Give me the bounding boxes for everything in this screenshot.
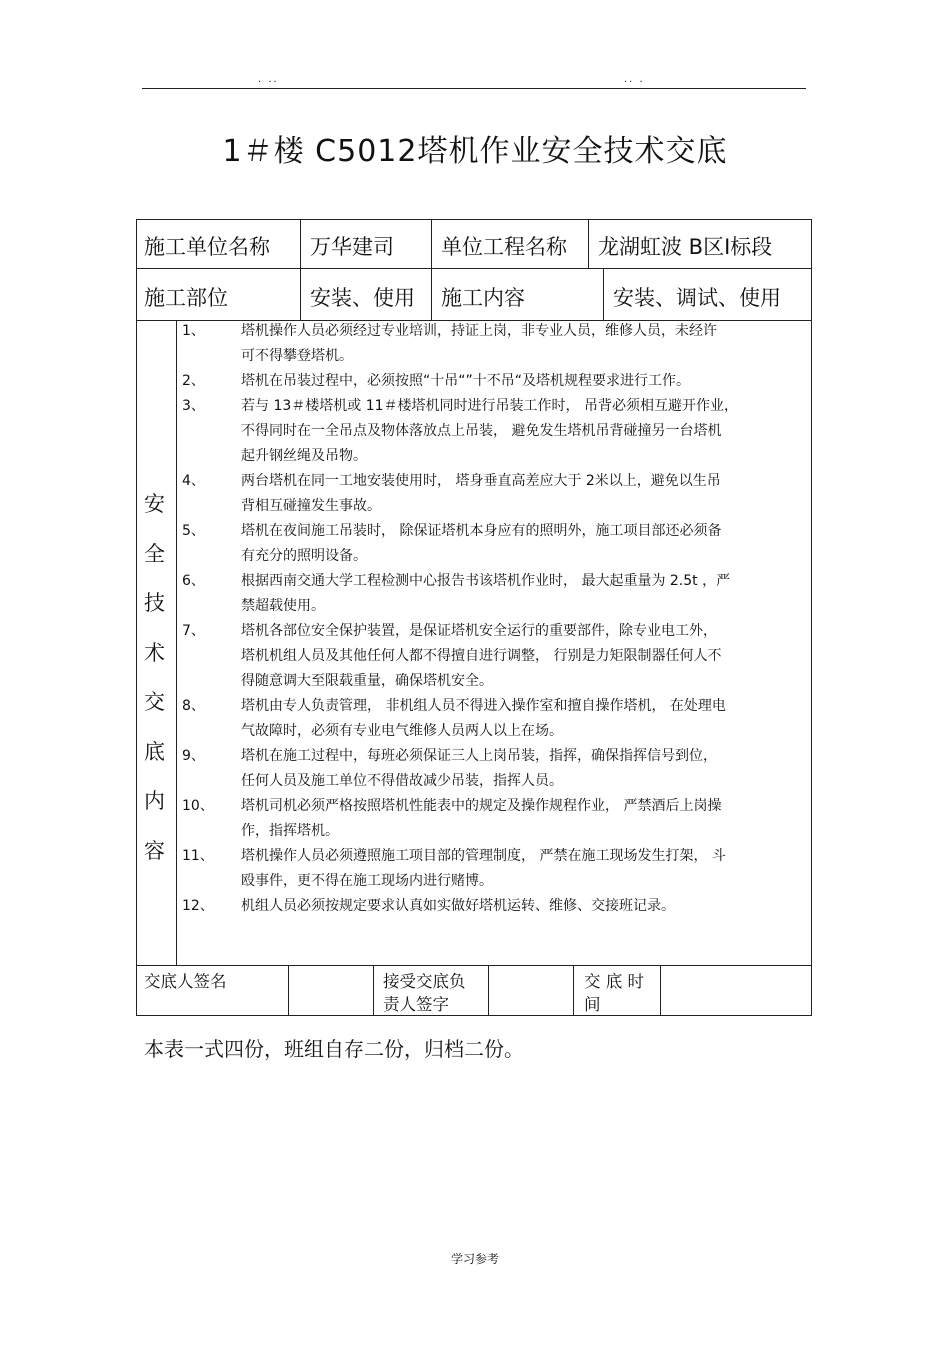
document-title: 1＃楼 C5012塔机作业安全技术交底 — [222, 134, 728, 169]
item-line: 不得同时在一全吊点及物体落放点上吊装， 避免发生塔机吊背碰撞另一台塔机 — [241, 423, 722, 439]
item-number: 9、 — [182, 748, 205, 764]
item-number: 4、 — [182, 473, 205, 489]
item-number: 7、 — [182, 623, 205, 639]
item-line: 塔机操作人员必须遵照施工项目部的管理制度， 严禁在施工现场发生打架， 斗 — [241, 848, 726, 864]
label-receiver-signature — [383, 970, 466, 1016]
item-line: 禁超载使用。 — [241, 598, 325, 614]
item-number: 1、 — [182, 323, 205, 339]
label-disclosure-time — [584, 970, 644, 1016]
item-line: 可不得攀登塔机。 — [241, 348, 353, 364]
item-line: 任何人员及施工单位不得借故减少吊装，指挥人员。 — [241, 773, 563, 789]
header-dots-left: . .. — [258, 74, 279, 85]
item-line: 得随意调大至限载重量，确保塔机安全。 — [241, 673, 493, 689]
side-char: 技 — [144, 591, 165, 615]
item-line: 塔机由专人负责管理， 非机组人员不得进入操作室和擅自操作塔机， 在处理电 — [241, 698, 726, 714]
header-dots-right: .. . — [624, 74, 645, 85]
item-line: 作，指挥塔机。 — [241, 823, 339, 839]
sig-col-rule-5 — [660, 965, 661, 1016]
page-footer: 学习参考 — [450, 1252, 499, 1266]
sig-col-rule-4 — [573, 965, 574, 1016]
item-line: 塔机在吊装过程中，必须按照“十吊“”十不吊“及塔机规程要求进行工作。 — [241, 373, 691, 389]
item-number: 10、 — [182, 798, 214, 814]
item-number: 5、 — [182, 523, 205, 539]
table-col-rule-3b — [603, 268, 604, 320]
item-line: 若与 13＃楼塔机或 11＃楼塔机同时进行吊装工作时， 吊背必须相互避开作业， — [241, 398, 738, 414]
item-line: 塔机司机必须严格按照塔机性能表中的规定及操作规程作业， 严禁酒后上岗操 — [241, 798, 722, 814]
side-char: 术 — [144, 640, 165, 665]
label-project-name: 单位工程名称 — [441, 235, 567, 259]
table-col-rule-1 — [300, 219, 301, 320]
sig-col-rule-3 — [488, 965, 489, 1016]
table-rule-row1 — [136, 268, 812, 269]
label-construction-unit: 施工单位名称 — [144, 235, 270, 259]
sig-col-rule-2 — [373, 965, 374, 1016]
item-number: 11、 — [182, 848, 214, 864]
side-char: 全 — [144, 541, 165, 566]
side-char: 交 — [144, 690, 165, 714]
side-label — [144, 480, 164, 876]
item-line: 塔机在夜间施工吊装时， 除保证塔机本身应有的照明外，施工项目部还必须备 — [241, 523, 722, 539]
item-line: 两台塔机在同一工地安装使用时， 塔身垂直高差应大于 2米以上，避免以生吊 — [241, 473, 721, 489]
item-line: 塔机机组人员及其他任何人都不得擅自进行调整， 行别是力矩限制器任何人不 — [241, 648, 722, 664]
table-rule-content — [136, 965, 812, 966]
table-col-rule-2 — [431, 219, 432, 320]
side-char: 容 — [144, 838, 165, 863]
table-col-rule-3a — [588, 219, 589, 268]
value-construction-content: 安装、调试、使用 — [613, 286, 781, 310]
item-line: 背相互碰撞发生事故。 — [241, 498, 381, 514]
copies-note: 本表一式四份，班组自存二份，归档二份。 — [144, 1037, 524, 1061]
label-time-line2: 间 — [584, 995, 601, 1014]
item-line: 塔机各部位安全保护装置，是保证塔机安全运行的重要部件，除专业电工外， — [241, 623, 717, 639]
item-number: 6、 — [182, 573, 205, 589]
label-construction-part: 施工部位 — [144, 286, 228, 310]
item-number: 8、 — [182, 698, 205, 714]
item-line: 殴事件，更不得在施工现场内进行赌博。 — [241, 873, 493, 889]
side-char: 内 — [144, 789, 165, 813]
label-construction-content: 施工内容 — [441, 286, 525, 310]
item-line: 根据西南交通大学工程检测中心报告书该塔机作业时， 最大起重量为 2.5t ，严 — [241, 573, 731, 589]
value-construction-unit: 万华建司 — [310, 235, 394, 259]
item-line: 有充分的照明设备。 — [241, 548, 367, 564]
value-project-name: 龙湖虹波 B区Ⅰ标段 — [598, 235, 773, 259]
item-line: 气故障时，必须有专业电气维修人员两人以上在场。 — [241, 723, 563, 739]
side-char: 安 — [144, 492, 165, 516]
label-time-line1: 交 底 时 — [584, 972, 644, 991]
item-number: 12、 — [182, 898, 214, 914]
label-receiver-line1: 接受交底负 — [383, 972, 466, 991]
value-construction-part: 安装、使用 — [310, 286, 415, 310]
item-line: 塔机操作人员必须经过专业培训，持证上岗，非专业人员，维修人员，未经许 — [241, 323, 717, 339]
label-discloser-signature: 交底人签名 — [144, 972, 227, 991]
sig-col-rule-1 — [288, 965, 289, 1016]
item-number: 2、 — [182, 373, 205, 389]
header-rule — [142, 88, 806, 89]
item-line: 起升钢丝绳及吊物。 — [241, 448, 367, 464]
label-receiver-line2: 责人签字 — [383, 995, 449, 1014]
item-line: 机组人员必须按规定要求认真如实做好塔机运转、维修、交接班记录。 — [241, 898, 675, 914]
item-number: 3、 — [182, 398, 205, 414]
item-line: 塔机在施工过程中，每班必须保证三人上岗吊装，指挥，确保指挥信号到位， — [241, 748, 717, 764]
table-side-rule — [176, 320, 177, 965]
side-char: 底 — [144, 739, 165, 764]
